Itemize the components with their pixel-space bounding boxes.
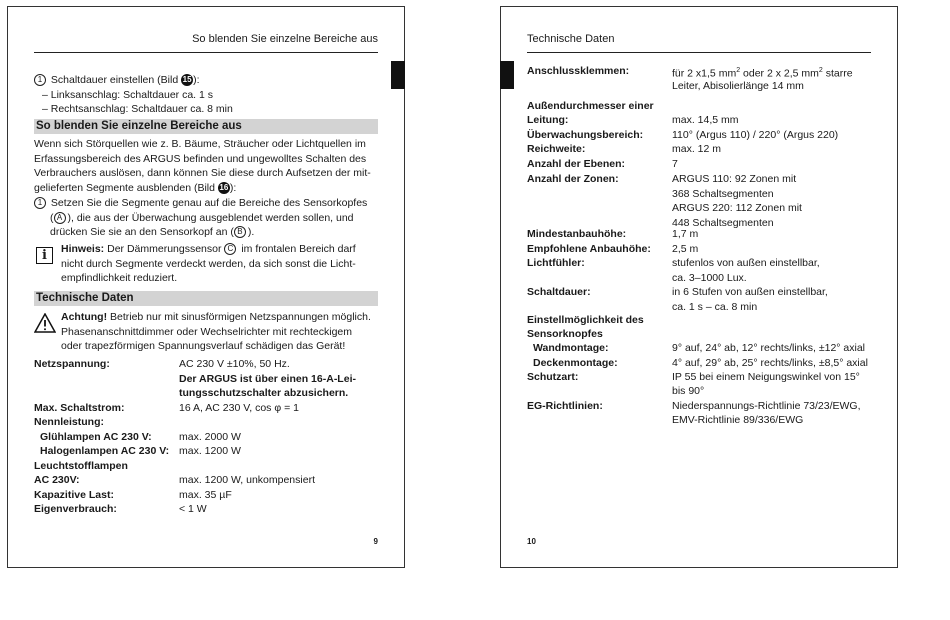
spec-label: Leuchtstofflampen [34, 459, 128, 472]
spec-value: Leiter, Abisolierlänge 14 mm [672, 79, 804, 92]
spec-label: Sensorknopfes [527, 328, 603, 340]
spec-label: Netzspannung: [34, 358, 110, 370]
left-page-header: So blenden Sie einzelne Bereiche aus [192, 33, 378, 45]
right-page [500, 6, 898, 568]
right-page-header: Technische Daten [527, 33, 615, 45]
spec-value: max. 12 m [672, 143, 722, 155]
spec-value: EMV-Richtlinie 89/336/EWG [672, 414, 804, 426]
spec-value: max. 14,5 mm [672, 114, 739, 126]
spec-value: ARGUS 110: 92 Zonen mit [672, 173, 797, 185]
warning-icon [34, 313, 56, 333]
spec-value: max. 2000 W [179, 430, 241, 443]
spec-label: Außendurchmesser einer [527, 100, 654, 112]
label-a-marker: A [54, 212, 66, 224]
header-rule [527, 52, 871, 53]
spec-value: ca. 3–1000 Lux. [672, 271, 747, 284]
step-line: ), die aus der Überwachung ausgeblendet werden sollen, und [67, 211, 354, 224]
spec-label: Anzahl der Zonen: [527, 173, 619, 185]
header-rule [34, 52, 378, 53]
spec-value: 4° auf, 29° ab, 25° rechts/links, ±8,5° axial [672, 356, 868, 369]
spec-label: Leitung: [527, 114, 569, 126]
spec-label: Empfohlene Anbauhöhe: [527, 242, 651, 255]
spec-label: Eigenverbrauch: [34, 503, 117, 515]
spec-label: Anzahl der Ebenen: [527, 158, 626, 170]
spec-value: 368 Schaltsegmenten [672, 187, 774, 200]
hint-label: Hinweis: [61, 243, 105, 255]
superscript: 2 [818, 67, 823, 74]
step-line: ( [50, 211, 54, 224]
figure-ref-badge: 16 [219, 182, 229, 192]
spec-label: Halogenlampen AC 230 V: [40, 445, 170, 457]
warning-line: oder trapezförmigen Spannungsverlauf schädigen das Gerät! [61, 340, 346, 352]
spec-value: < 1 W [179, 503, 207, 515]
spec-label: Reichweite: [527, 143, 586, 155]
spec-value: AC 230 V ±10%, 50 Hz. [179, 358, 290, 370]
paragraph-line: Erfassungsbereich des ARGUS befinden und ungewolltes Schalten des [34, 152, 367, 165]
spec-value: tungsschutzschalter abzusichern. [179, 387, 349, 399]
spec-value: stufenlos von außen einstellbar, [672, 257, 820, 269]
intro-paragraph [34, 137, 371, 195]
spec-label: Anschlussklemmen: [527, 65, 630, 77]
page-number: 10 [527, 537, 536, 546]
spec-label: AC 230V: [34, 474, 80, 486]
label-b-marker: B [234, 226, 246, 238]
section-heading: So blenden Sie einzelne Bereiche aus [34, 119, 378, 134]
spec-value: 1,7 m [672, 228, 699, 240]
step-line: Setzen Sie die Segmente genau auf die Bereiche des Sensorkopfes [50, 197, 368, 209]
hint-line: Der Dämmerungssensor [104, 243, 225, 255]
step-1 [34, 73, 233, 117]
spec-value: 2,5 m [672, 242, 699, 255]
step-line: drücken Sie sie an den Sensorkopf an ( [50, 226, 234, 238]
spec-label: Lichtfühler: [527, 257, 585, 269]
spec-value: Der ARGUS ist über einen 16-A-Lei- [179, 372, 356, 385]
warning-line: Phasenanschnittdimmer oder Wechselrichter mit rechteckigem [61, 325, 353, 338]
step-1-text: Schaltdauer einstellen (Bild [50, 74, 182, 86]
spec-value: Niederspannungs-Richtlinie 73/23/EWG, [672, 399, 861, 412]
spec-label: EG-Richtlinien: [527, 399, 603, 412]
spec-table [34, 357, 384, 527]
hint-line: im frontalen Bereich darf [238, 243, 356, 255]
spec-label: Nennleistung: [34, 416, 104, 428]
spec-value: ARGUS 220: 112 Zonen mit [672, 202, 802, 214]
spec-value-part: für 2 x1,5 mm [672, 67, 737, 80]
hint-line: nicht durch Segmente verdeckt werden, da sich sonst die Licht- [61, 257, 356, 270]
hint-note [61, 242, 356, 286]
spec-label: Überwachungsbereich: [527, 128, 644, 141]
paragraph-end: ): [229, 181, 237, 194]
spec-label: Schutzart: [527, 370, 579, 383]
spec-label: Deckenmontage: [533, 356, 618, 369]
paragraph-line: gelieferten Segmente ausblenden (Bild [34, 181, 218, 194]
step-2 [34, 196, 367, 240]
bullet-item: – Linksanschlag: Schaltdauer ca. 1 s [42, 88, 214, 101]
paragraph-line: Verbrauchers auslösen, dann können Sie diese durch Aufsetzen der mit- [34, 167, 371, 179]
spec-label: Schaltdauer: [527, 286, 591, 298]
spec-label: Glühlampen AC 230 V: [40, 430, 152, 443]
spec-value: bis 90° [672, 385, 705, 397]
step-line: ). [247, 226, 255, 238]
spec-value-part: starre [822, 67, 853, 80]
spec-label: Wandmontage: [533, 342, 609, 354]
step-1-suffix: ): [193, 74, 200, 86]
figure-ref-badge: 15 [182, 75, 192, 85]
spec-value: ca. 1 s – ca. 8 min [672, 300, 758, 313]
section-heading: Technische Daten [34, 291, 378, 306]
bullet-item: – Rechtsanschlag: Schaltdauer ca. 8 min [42, 103, 233, 115]
spec-label: Max. Schaltstrom: [34, 401, 125, 414]
hint-line: empfindlichkeit reduziert. [61, 272, 178, 284]
spec-value: IP 55 bei einem Neigungswinkel von 15° [672, 370, 860, 383]
chapter-tab-marker [500, 61, 514, 89]
spec-value-part: oder 2 x 2,5 mm [740, 67, 819, 80]
spec-label: Mindestanbauhöhe: [527, 228, 627, 240]
spec-label: Kapazitive Last: [34, 488, 114, 501]
spec-value: 110° (Argus 110) / 220° (Argus 220) [672, 128, 839, 141]
step-number-marker: 1 [34, 74, 46, 86]
warning-line: Betrieb nur mit sinusförmigen Netzspannungen möglich. [107, 311, 371, 323]
paragraph-line: Wenn sich Störquellen wie z. B. Bäume, Sträucher oder Lichtquellen im [34, 138, 366, 150]
spec-value: in 6 Stufen von außen einstellbar, [672, 286, 828, 298]
spec-value: 9° auf, 24° ab, 12° rechts/links, ±12° axial [672, 342, 865, 354]
warning-label: Achtung! [61, 311, 108, 323]
spec-value: 448 Schaltsegmenten [672, 216, 774, 229]
spec-value: max. 1200 W, unkompensiert [179, 474, 315, 486]
spec-value: 16 A, AC 230 V, cos φ = 1 [179, 401, 299, 414]
info-icon: i [36, 247, 53, 264]
page-number: 9 [373, 537, 378, 546]
step-number-marker: 1 [34, 197, 46, 209]
chapter-tab-marker [391, 61, 405, 89]
spec-table [527, 64, 877, 434]
spec-value: 7 [672, 158, 678, 170]
left-page [7, 6, 405, 568]
spec-value: max. 35 µF [179, 488, 232, 501]
spec-label: Einstellmöglichkeit des [527, 314, 644, 326]
spec-value: max. 1200 W [179, 445, 241, 457]
label-c-marker: C [224, 243, 236, 255]
superscript: 2 [736, 67, 741, 74]
warning-note [61, 310, 371, 354]
